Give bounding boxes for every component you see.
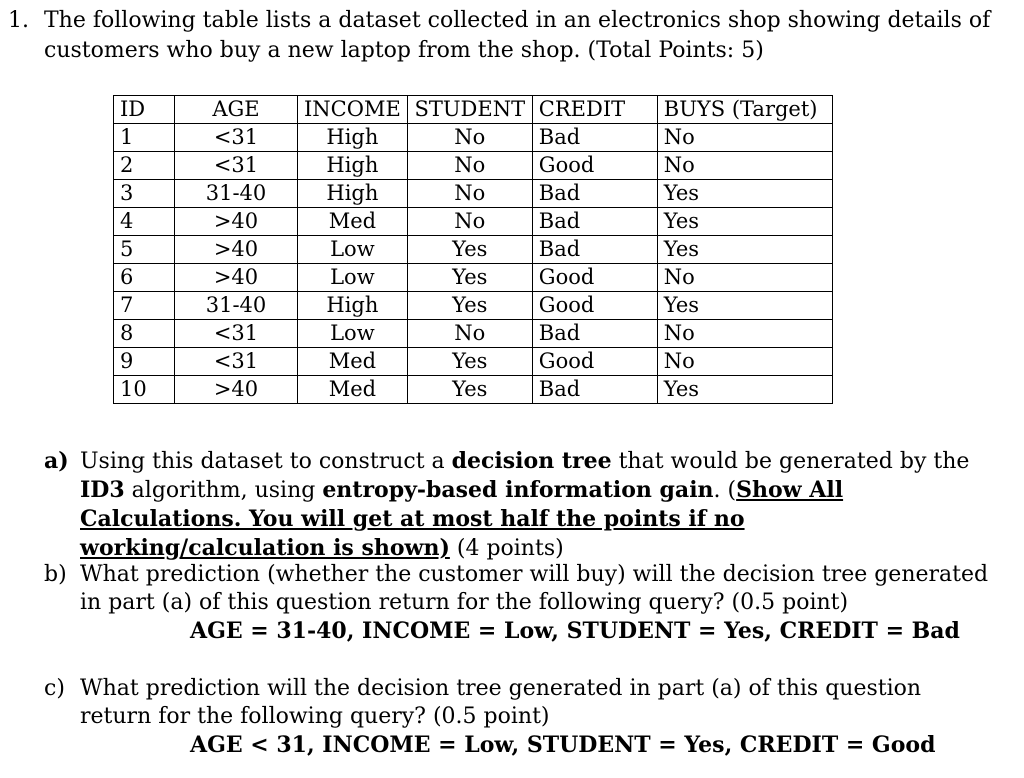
cell-student: No — [407, 208, 532, 236]
cell-id: 4 — [114, 208, 175, 236]
cell-id: 5 — [114, 236, 175, 264]
cell-student: Yes — [407, 348, 532, 376]
cell-id: 9 — [114, 348, 175, 376]
cell-credit: Good — [532, 264, 657, 292]
cell-credit: Bad — [532, 236, 657, 264]
cell-age: <31 — [175, 124, 298, 152]
cell-student: Yes — [407, 264, 532, 292]
cell-student: Yes — [407, 376, 532, 404]
cell-student: No — [407, 180, 532, 208]
question-number: 1. — [8, 8, 29, 33]
part-a-text — [80, 447, 984, 563]
cell-age: >40 — [175, 236, 298, 264]
cell-income: High — [298, 124, 408, 152]
header-student: STUDENT — [407, 96, 532, 124]
cell-buys: No — [657, 124, 832, 152]
part-a-show-calculations: Show All Calculations. You will get at most half the points if no working/calculation is shown) — [80, 477, 844, 561]
cell-id: 8 — [114, 320, 175, 348]
cell-buys: Yes — [657, 236, 832, 264]
part-a-t5: algorithm, using — [124, 478, 323, 503]
cell-credit: Good — [532, 152, 657, 180]
part-c — [44, 675, 984, 759]
part-c-query: AGE < 31, INCOME = Low, STUDENT = Yes, CREDIT = Good — [190, 732, 936, 758]
cell-buys: No — [657, 320, 832, 348]
cell-income: High — [298, 180, 408, 208]
table-row — [114, 320, 833, 348]
cell-income: Med — [298, 208, 408, 236]
table-row — [114, 376, 833, 404]
cell-student: No — [407, 152, 532, 180]
cell-income: Med — [298, 376, 408, 404]
part-a-t7: . ( — [713, 478, 737, 503]
part-a-t1: Using this dataset to construct a — [80, 449, 452, 474]
cell-income: Low — [298, 236, 408, 264]
cell-income: Med — [298, 348, 408, 376]
cell-credit: Good — [532, 348, 657, 376]
cell-age: <31 — [175, 348, 298, 376]
cell-student: No — [407, 124, 532, 152]
cell-age: <31 — [175, 152, 298, 180]
cell-credit: Bad — [532, 124, 657, 152]
table-row — [114, 208, 833, 236]
cell-buys: No — [657, 348, 832, 376]
cell-credit: Good — [532, 292, 657, 320]
cell-id: 3 — [114, 180, 175, 208]
question-text: The following table lists a dataset collected in an electronics shop showing details of customers who buy a new laptop from the shop. (Total Points: 5) — [44, 8, 991, 63]
cell-credit: Bad — [532, 208, 657, 236]
cell-age: <31 — [175, 320, 298, 348]
table-row — [114, 264, 833, 292]
part-a-entropy: entropy-based information gain — [322, 477, 714, 503]
part-a-t3: that would be generated by the — [611, 449, 970, 474]
part-a-label: a) — [44, 448, 69, 474]
part-a-points: (4 points) — [449, 536, 564, 561]
cell-id: 2 — [114, 152, 175, 180]
table-row — [114, 152, 833, 180]
cell-income: Low — [298, 320, 408, 348]
question-header — [8, 6, 1008, 66]
part-a-id3: ID3 — [80, 477, 125, 503]
header-age: AGE — [175, 96, 298, 124]
cell-credit: Bad — [532, 376, 657, 404]
cell-credit: Bad — [532, 320, 657, 348]
header-income: INCOME — [298, 96, 408, 124]
cell-age: 31-40 — [175, 180, 298, 208]
cell-buys: Yes — [657, 180, 832, 208]
cell-buys: Yes — [657, 292, 832, 320]
part-b-query: AGE = 31-40, INCOME = Low, STUDENT = Yes, CREDIT = Bad — [190, 618, 960, 644]
dataset-table — [113, 95, 833, 404]
cell-age: >40 — [175, 264, 298, 292]
cell-buys: No — [657, 152, 832, 180]
part-c-text: What prediction will the decision tree generated in part (a) of this question return for the following query? (0.5 point) — [80, 676, 922, 729]
part-c-label: c) — [44, 676, 65, 701]
cell-age: >40 — [175, 208, 298, 236]
table-row — [114, 292, 833, 320]
cell-credit: Bad — [532, 180, 657, 208]
table-row — [114, 348, 833, 376]
part-b-body — [80, 561, 1004, 645]
cell-student: Yes — [407, 236, 532, 264]
table-row — [114, 124, 833, 152]
cell-student: No — [407, 320, 532, 348]
part-a-decision-tree: decision tree — [451, 448, 612, 474]
cell-buys: Yes — [657, 376, 832, 404]
cell-income: High — [298, 152, 408, 180]
cell-age: >40 — [175, 376, 298, 404]
cell-buys: Yes — [657, 208, 832, 236]
part-c-body — [80, 675, 984, 759]
cell-id: 10 — [114, 376, 175, 404]
part-b-text: What prediction (whether the customer will buy) will the decision tree generated in part (a) of this question return for the following query? (0.5 point) — [80, 562, 989, 615]
cell-buys: No — [657, 264, 832, 292]
table-header-row — [114, 96, 833, 124]
cell-id: 1 — [114, 124, 175, 152]
table-row — [114, 180, 833, 208]
table-row — [114, 236, 833, 264]
part-b-label: b) — [44, 562, 67, 587]
header-buys: BUYS (Target) — [657, 96, 832, 124]
cell-income: High — [298, 292, 408, 320]
part-b — [44, 561, 1004, 645]
cell-age: 31-40 — [175, 292, 298, 320]
part-a — [44, 447, 984, 563]
header-id: ID — [114, 96, 175, 124]
cell-income: Low — [298, 264, 408, 292]
header-credit: CREDIT — [532, 96, 657, 124]
cell-student: Yes — [407, 292, 532, 320]
cell-id: 6 — [114, 264, 175, 292]
cell-id: 7 — [114, 292, 175, 320]
